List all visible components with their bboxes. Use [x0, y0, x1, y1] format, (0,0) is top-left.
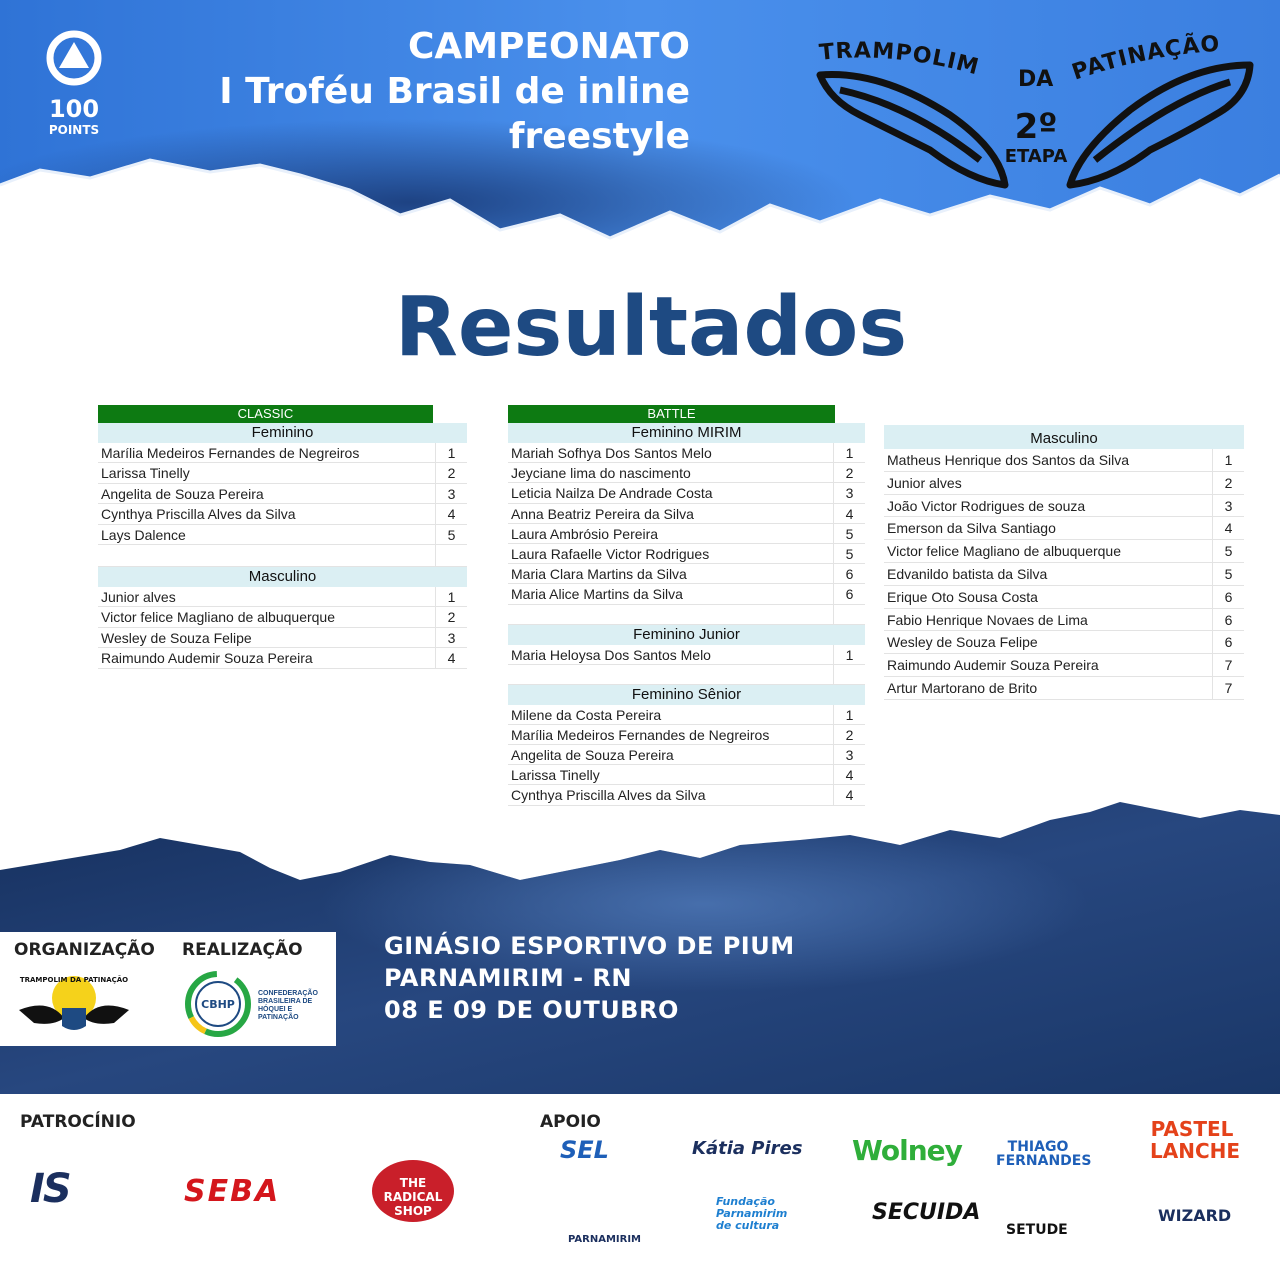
cbhp-logo: [182, 968, 254, 1040]
table-row: [98, 648, 467, 668]
table-row: [508, 705, 865, 725]
patrocinio-label: PATROCÍNIO: [20, 1112, 136, 1132]
athlete-place: 2: [833, 463, 865, 482]
athlete-place: 5: [833, 544, 865, 563]
athlete-place: 3: [1212, 495, 1244, 517]
section-header: Feminino Junior: [508, 625, 865, 645]
athlete-name: Marília Medeiros Fernandes de Negreiros: [101, 445, 360, 461]
athlete-name: Raimundo Audemir Souza Pereira: [101, 650, 313, 667]
realization-label: REALIZAÇÃO: [182, 940, 303, 960]
table-row: [98, 484, 467, 504]
table-row: [508, 725, 865, 745]
athlete-name: Lays Dalence: [101, 526, 186, 543]
table-row: [884, 563, 1244, 586]
athlete-place: 3: [833, 483, 865, 502]
cbhp-abbr: CBHP: [201, 998, 235, 1011]
apoio-katia-pires-logo: Kátia Pires: [692, 1138, 803, 1159]
athlete-place: 2: [435, 607, 467, 626]
athlete-place: 3: [435, 484, 467, 503]
header-title-line2: I Troféu Brasil de inline: [219, 71, 690, 112]
athlete-name: Milene da Costa Pereira: [511, 706, 662, 723]
table-row: [98, 463, 467, 483]
athlete-name: Wesley de Souza Felipe: [887, 634, 1038, 651]
table-row: [884, 631, 1244, 654]
header-title-line3: freestyle: [508, 116, 690, 157]
athlete-place: 1: [833, 443, 865, 462]
emblem-stage-label: ETAPA: [1004, 146, 1068, 167]
athlete-name: Artur Martorano de Brito: [887, 679, 1038, 696]
athlete-place: 3: [435, 628, 467, 647]
apoio-wolney-logo: Wolney: [852, 1134, 962, 1167]
athlete-name: Junior alves: [887, 474, 962, 491]
table-row: [98, 525, 467, 545]
athlete-name: João Victor Rodrigues de souza: [887, 497, 1086, 514]
organizers-panel: [0, 932, 336, 1046]
apoio-fundacao-parnamirim-logo: Fundação Parnamirim de cultura: [716, 1195, 788, 1232]
athlete-place: 4: [1212, 517, 1244, 539]
athlete-place: 2: [435, 463, 467, 482]
section-header: Masculino: [98, 567, 467, 587]
event-emblem: [800, 20, 1270, 200]
athlete-place: 1: [1212, 449, 1244, 471]
athlete-place: 2: [1212, 472, 1244, 494]
athlete-place: 6: [1212, 609, 1244, 631]
athlete-place: 2: [833, 725, 865, 744]
table-row: [884, 654, 1244, 677]
table-row: [508, 544, 865, 564]
athlete-name: Leticia Nailza De Andrade Costa: [511, 485, 713, 502]
table-row: [508, 443, 865, 463]
table-row: [508, 463, 865, 483]
svg-text:PATINAÇÃO: [1069, 32, 1221, 86]
emblem-word-mid: DA: [1018, 67, 1054, 92]
table-row: [884, 472, 1244, 495]
athlete-name: Angelita de Souza Pereira: [101, 485, 264, 502]
athlete-name: Maria Clara Martins da Silva: [511, 566, 687, 583]
blank-row: [508, 605, 865, 625]
athlete-place: 7: [1212, 677, 1244, 699]
athlete-name: Emerson da Silva Santiago: [887, 520, 1056, 537]
athlete-place: 6: [833, 584, 865, 603]
emblem-stage: 2º: [1014, 107, 1058, 147]
athlete-name: Anna Beatriz Pereira da Silva: [511, 505, 694, 522]
apoio-pastel-lanche-logo: PASTEL LANCHE: [1150, 1117, 1241, 1163]
page-title: Resultados: [394, 280, 908, 375]
athlete-name: Marília Medeiros Fernandes de Negreiros: [511, 726, 770, 743]
organization-label: ORGANIZAÇÃO: [14, 940, 155, 960]
cbhp-name: CONFEDERAÇÃO BRASILEIRA DE HÓQUEI E PATINAÇÃO: [258, 990, 318, 1021]
athlete-name: Laura Ambrósio Pereira: [511, 525, 659, 542]
athlete-place: 3: [833, 745, 865, 764]
table-row: [884, 586, 1244, 609]
table-row: [884, 495, 1244, 518]
athlete-place: 5: [1212, 563, 1244, 585]
table-row: [98, 587, 467, 607]
athlete-place: 5: [833, 524, 865, 543]
table-row: [884, 517, 1244, 540]
blank-cell: [833, 605, 865, 624]
athlete-place: 5: [1212, 540, 1244, 562]
apoio-thiago-fernandes-logo: THIAGO FERNANDES: [996, 1139, 1092, 1169]
athlete-place: 5: [435, 525, 467, 544]
table-row: [508, 745, 865, 765]
table-row: [98, 504, 467, 524]
emblem-word-left: TRAMPOLIM: [818, 38, 982, 81]
blank-cell: [435, 545, 467, 566]
athlete-place: 1: [435, 587, 467, 606]
table-row: [508, 504, 865, 524]
table-row: [884, 449, 1244, 472]
athlete-name: Laura Rafaelle Victor Rodrigues: [511, 545, 710, 562]
triangle-circle-icon: [46, 30, 102, 86]
brand-logo: [44, 30, 104, 137]
battle-results-table: [508, 405, 865, 806]
table-row: [508, 564, 865, 584]
venue-city: PARNAMIRIM - RN: [384, 964, 632, 992]
athlete-place: 1: [435, 443, 467, 462]
blank-row: [98, 545, 467, 567]
table-row: [98, 443, 467, 463]
section-header: Feminino Sênior: [508, 685, 865, 705]
athlete-name: Wesley de Souza Felipe: [101, 629, 252, 646]
athlete-name: Maria Heloysa Dos Santos Melo: [511, 646, 711, 663]
athlete-name: Victor felice Magliano de albuquerque: [887, 543, 1122, 560]
event-dates: 08 E 09 DE OUTUBRO: [384, 996, 679, 1024]
athlete-name: Cynthya Priscilla Alves da Silva: [101, 506, 296, 523]
athlete-place: 4: [435, 648, 467, 667]
table-row: [884, 677, 1244, 700]
athlete-name: Larissa Tinelly: [511, 767, 600, 784]
athlete-name: Cynthya Priscilla Alves da Silva: [511, 787, 706, 804]
athlete-name: Larissa Tinelly: [101, 465, 190, 482]
athlete-place: 4: [435, 504, 467, 523]
athlete-place: 1: [833, 705, 865, 724]
blank-row: [508, 665, 865, 685]
table-row: [508, 645, 865, 665]
apoio-setude-logo: SETUDE: [1006, 1222, 1068, 1238]
category-header: CLASSIC: [98, 405, 433, 423]
apoio-sel-logo: SEL: [560, 1136, 609, 1164]
athlete-name: Victor felice Magliano de albuquerque: [101, 609, 336, 626]
venue-name: GINÁSIO ESPORTIVO DE PIUM: [384, 932, 795, 960]
brand-label: POINTS: [48, 123, 100, 137]
athlete-place: 6: [1212, 631, 1244, 653]
athlete-name: Erique Oto Sousa Costa: [887, 588, 1038, 605]
battle-masculino-table: [884, 425, 1244, 700]
table-row: [508, 765, 865, 785]
sponsor-seba-logo: SEBA: [184, 1174, 281, 1209]
athlete-name: Matheus Henrique dos Santos da Silva: [887, 452, 1130, 468]
sponsor-radical-shop-logo: THE RADICAL SHOP: [372, 1160, 454, 1222]
apoio-label: APOIO: [540, 1112, 601, 1132]
athlete-name: Edvanildo batista da Silva: [887, 565, 1048, 582]
apoio-wizard-logo: WIZARD: [1158, 1206, 1232, 1225]
table-row: [884, 609, 1244, 632]
athlete-place: 4: [833, 785, 865, 804]
table-row: [508, 584, 865, 604]
table-row: [508, 524, 865, 544]
emblem-word-right: PATINAÇÃO: [1068, 31, 1222, 86]
section-header: Feminino MIRIM: [508, 423, 865, 443]
athlete-name: Maria Alice Martins da Silva: [511, 586, 683, 603]
athlete-name: Raimundo Audemir Souza Pereira: [887, 657, 1099, 674]
table-row: [884, 540, 1244, 563]
athlete-name: Angelita de Souza Pereira: [511, 747, 674, 764]
athlete-place: 6: [833, 564, 865, 583]
athlete-place: 7: [1212, 654, 1244, 676]
athlete-place: 1: [833, 645, 865, 664]
athlete-name: Junior alves: [101, 588, 176, 605]
trampolim-logo: [14, 968, 134, 1038]
sponsor-is-logo: IS: [30, 1166, 70, 1212]
table-row: [98, 607, 467, 627]
athlete-place: 6: [1212, 586, 1244, 608]
apoio-secuida-logo: SECUIDA: [872, 1200, 981, 1225]
apoio-parnamirim-logo: PARNAMIRIM: [568, 1234, 642, 1245]
section-header: Masculino: [884, 425, 1244, 449]
athlete-place: 4: [833, 504, 865, 523]
table-row: [508, 483, 865, 503]
section-header: Feminino: [98, 423, 467, 443]
brand-points: 100: [48, 95, 100, 123]
table-row: [98, 628, 467, 648]
athlete-place: 4: [833, 765, 865, 784]
trampolim-logo-text: TRAMPOLIM DA PATINAÇÃO: [19, 976, 129, 984]
category-header: BATTLE: [508, 405, 835, 423]
classic-results-table: [98, 405, 467, 669]
blank-cell: [833, 665, 865, 684]
athlete-name: Jeyciane lima do nascimento: [511, 465, 691, 482]
athlete-name: Fabio Henrique Novaes de Lima: [887, 611, 1088, 628]
header-title-line1: CAMPEONATO: [407, 26, 690, 67]
athlete-name: Mariah Sofhya Dos Santos Melo: [511, 445, 712, 461]
